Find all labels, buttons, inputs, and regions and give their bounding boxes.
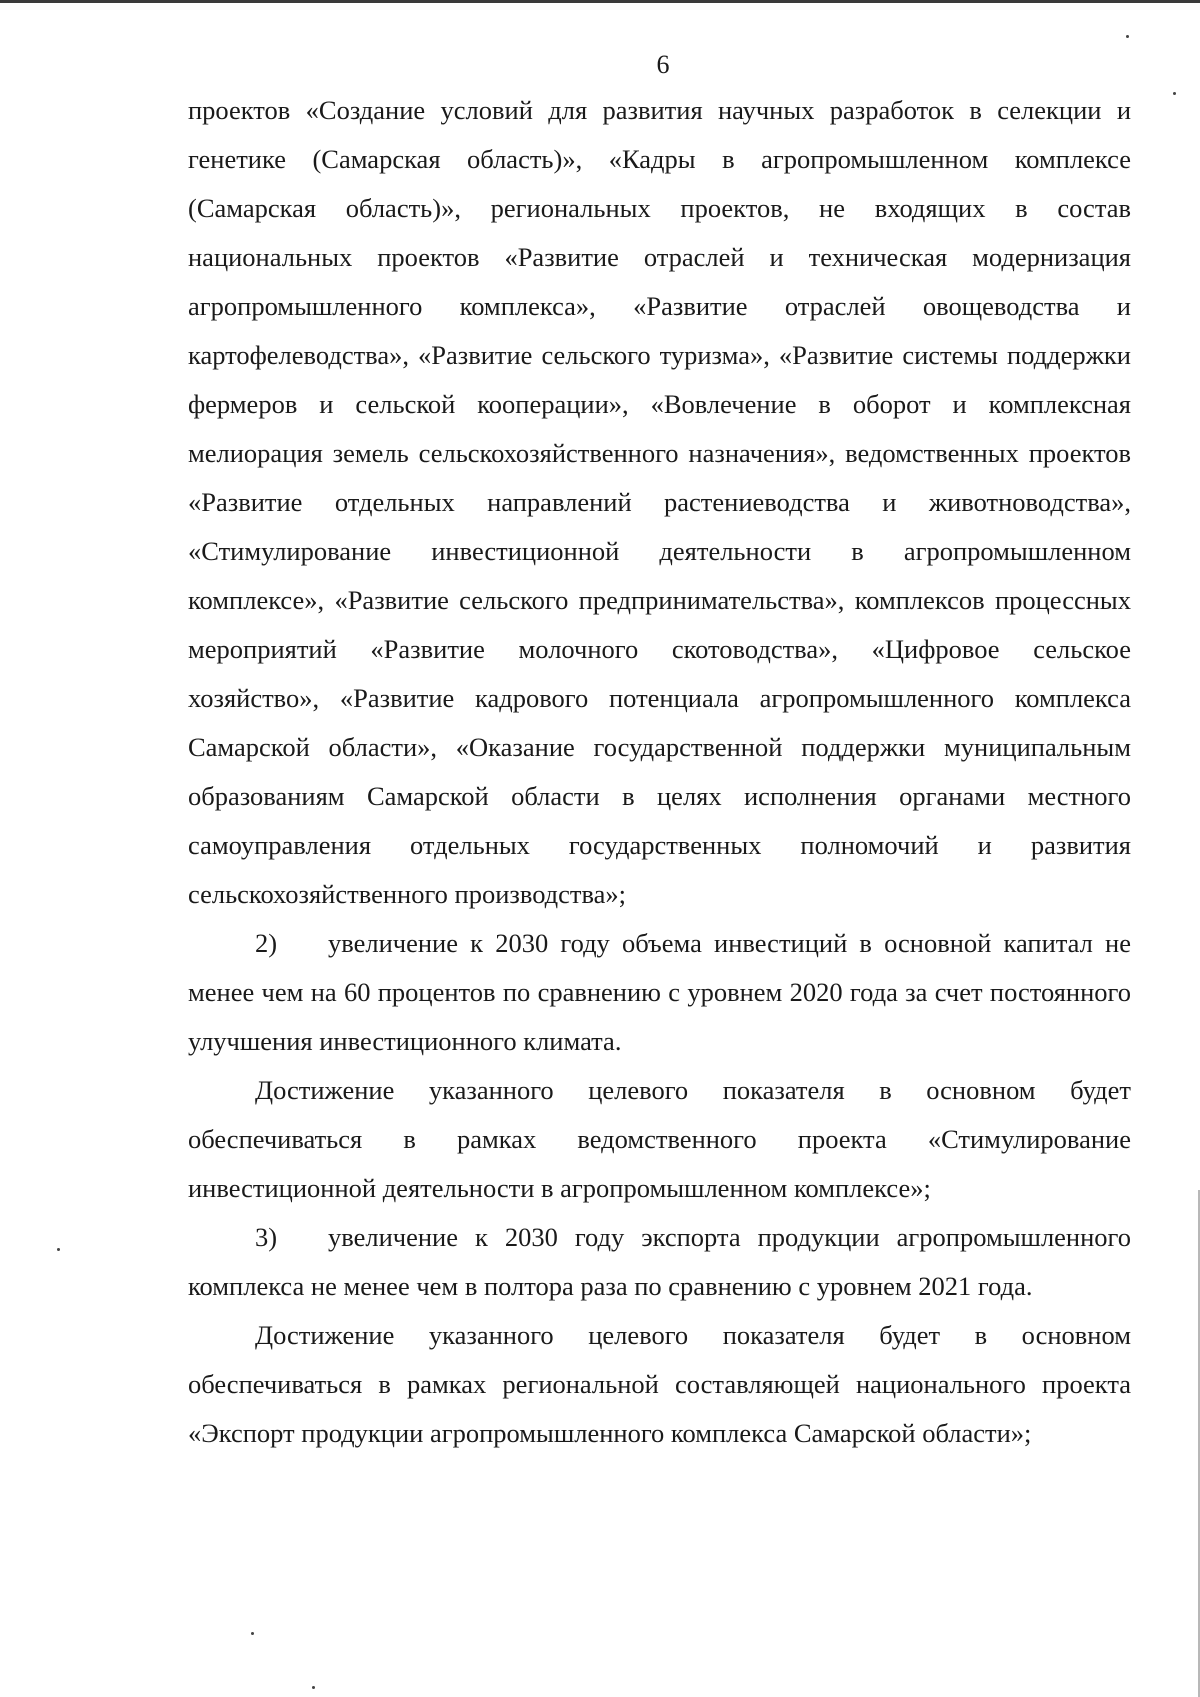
paragraph-investment-achievement: Достижение указанного целевого показателя в основном будет обеспечиваться в рамках ведомственного проекта «Стимулирование инвестиционной деятельности в агропромышленном комплексе»; (188, 1075, 1131, 1203)
document-body (188, 86, 1131, 1458)
list-item-text: увеличение к 2030 году экспорта продукции агропромышленного комплекса не менее чем в полтора раза по сравнению с уровнем 2021 года. (188, 1222, 1131, 1301)
paragraph-projects-list: проектов «Создание условий для развития научных разработок в селекции и генетике (Самарская область)», «Кадры в агропромышленном комплексе (Самарская область)», региональных проектов, не входящих в состав национальных проектов «Развитие отраслей и техническая модернизация агропромышленного комплекса», «Развитие отраслей овощеводства и картофелеводства», «Развитие сельского туризма», «Развитие системы поддержки фермеров и сельской кооперации», «Вовлечение в оборот и комплексная мелиорация земель сельскохозяйственного назначения», ведомственных проектов «Развитие отдельных направлений растениеводства и животноводства», «Стимулирование инвестиционной деятельности в агропромышленном комплексе», «Развитие сельского предпринимательства», комплексов процессных мероприятий «Развитие молочного скотоводства», «Цифровое сельское хозяйство», «Развитие кадрового потенциала агропромышленного комплекса Самарской области», «Оказание государственной поддержки муниципальным образованиям Самарской области в целях исполнения органами местного самоуправления отдельных государственных полномочий и развития сельскохозяйственного производства»; (188, 95, 1131, 909)
top-border-line (0, 0, 1200, 3)
paragraph-export-achievement: Достижение указанного целевого показателя будет в основном обеспечиваться в рамках региональной составляющей национального проекта «Экспорт продукции агропромышленного комплекса Самарской области»; (188, 1320, 1131, 1448)
scan-speck (57, 1248, 60, 1251)
list-item-text: увеличение к 2030 году объема инвестиций в основной капитал не менее чем на 60 процентов по сравнению с уровнем 2020 года за счет постоянного улучшения инвестиционного климата. (188, 928, 1131, 1056)
list-item-2 (188, 919, 1131, 1066)
list-item-number: 2) (255, 928, 278, 958)
scan-speck (251, 1632, 254, 1635)
scan-speck (1126, 35, 1129, 38)
page-number: 6 (656, 50, 670, 79)
scan-speck (1173, 92, 1176, 95)
list-item-3 (188, 1213, 1131, 1311)
list-item-number: 3) (255, 1222, 278, 1252)
scan-speck (312, 1686, 315, 1689)
